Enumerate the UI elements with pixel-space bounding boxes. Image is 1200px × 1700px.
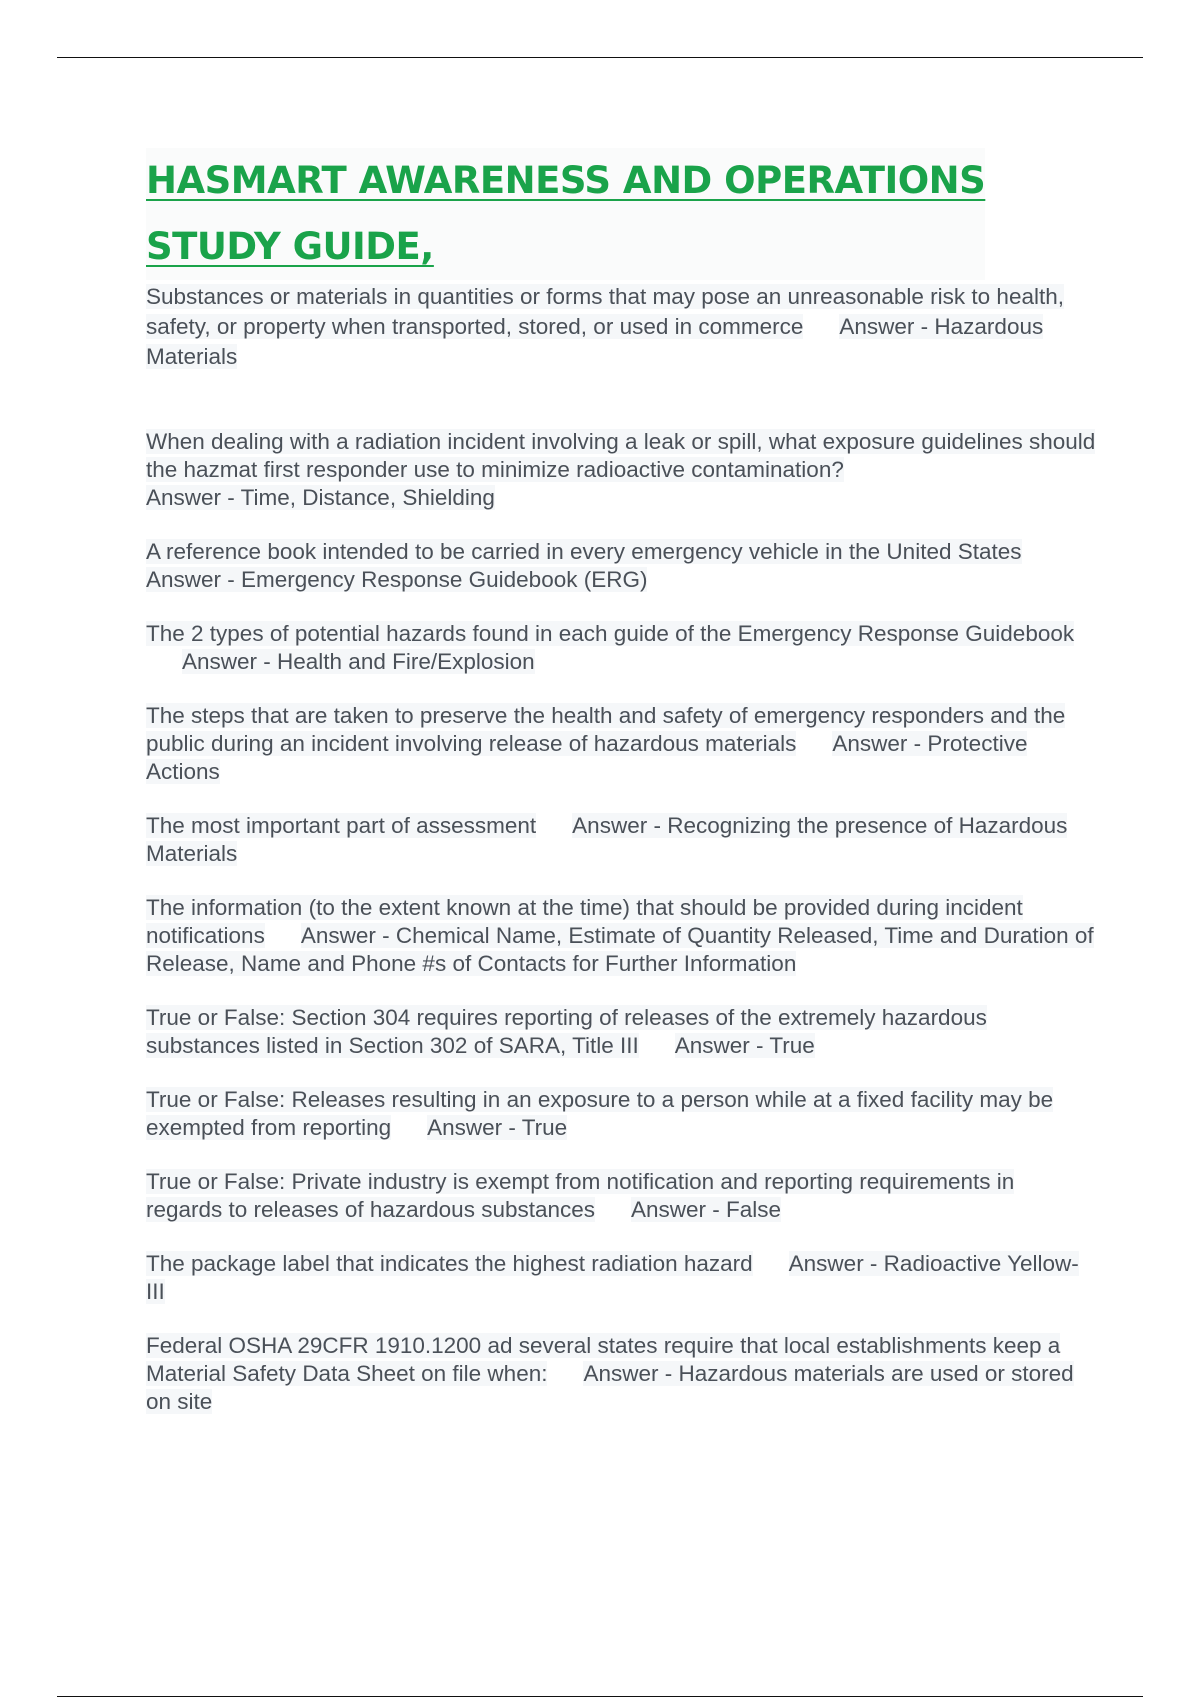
answer-text: Answer - Hazardous materials are used or stored on site [146,1361,1074,1414]
question-text: The most important part of assessment [146,813,537,838]
answer-text: Answer - Hazardous Materials [146,314,1044,369]
document-title-line-1: HASMART AWARENESS AND OPERATIONS [146,159,986,202]
question-text: The information (to the extent known at the time) that should be provided during incident notifications [146,895,1023,948]
question-text: The package label that indicates the highest radiation hazard [146,1251,753,1276]
answer-text: Answer - Health and Fire/Explosion [182,649,535,674]
qa-item [146,428,1096,512]
question-text: True or False: Private industry is exempt from notification and reporting requirements in regards to releases of hazardous substances [146,1169,1015,1222]
qa-item [146,702,1096,786]
answer-text: Answer - False [631,1197,782,1222]
qa-item [146,1004,1096,1060]
answer-text: Answer - True [427,1115,568,1140]
question-text: A reference book intended to be carried in every emergency vehicle in the United States [146,539,1022,564]
qa-item [146,538,1096,594]
question-text: Substances or materials in quantities or forms that may pose an unreasonable risk to health, safety, or property when transported, stored, or used in commerce [146,284,1064,339]
qa-item [146,1332,1096,1416]
question-answer-list [146,282,1096,1416]
qa-item [146,620,1096,676]
answer-text: Answer - Radioactive Yellow-III [146,1251,1079,1304]
qa-item [146,282,1096,372]
document-title-line-2: STUDY GUIDE, [146,225,434,268]
qa-item [146,1168,1096,1224]
document-title [146,148,985,280]
question-text: The 2 types of potential hazards found in each guide of the Emergency Response Guidebook [146,621,1075,646]
answer-text: Answer - Time, Distance, Shielding [146,485,495,510]
top-divider [57,57,1143,58]
answer-text: Answer - True [674,1033,815,1058]
answer-text: Answer - Recognizing the presence of Hazardous Materials [146,813,1068,866]
answer-text: Answer - Emergency Response Guidebook (ERG) [146,567,648,592]
qa-item [146,812,1096,868]
answer-text: Answer - Protective Actions [146,731,1028,784]
question-text: True or False: Section 304 requires reporting of releases of the extremely hazardous substances listed in Section 302 of SARA, Title III [146,1005,987,1058]
question-text: True or False: Releases resulting in an exposure to a person while at a fixed facility may be exempted from reporting [146,1087,1054,1140]
question-text: When dealing with a radiation incident involving a leak or spill, what exposure guidelines should the hazmat first responder use to minimize radioactive contamination? [146,429,1096,482]
qa-item [146,1086,1096,1142]
bottom-divider [57,1696,1143,1697]
study-guide-content [146,148,1096,1442]
question-text: The steps that are taken to preserve the health and safety of emergency responders and the public during an incident involving release of hazardous materials [146,703,1066,756]
qa-item [146,1250,1096,1306]
qa-item [146,894,1096,978]
answer-text: Answer - Chemical Name, Estimate of Quantity Released, Time and Duration of Release, Name and Phone #s of Contacts for Further Information [146,923,1094,976]
question-text: Federal OSHA 29CFR 1910.1200 ad several states require that local establishments keep a Material Safety Data Sheet on file when: [146,1333,1061,1386]
